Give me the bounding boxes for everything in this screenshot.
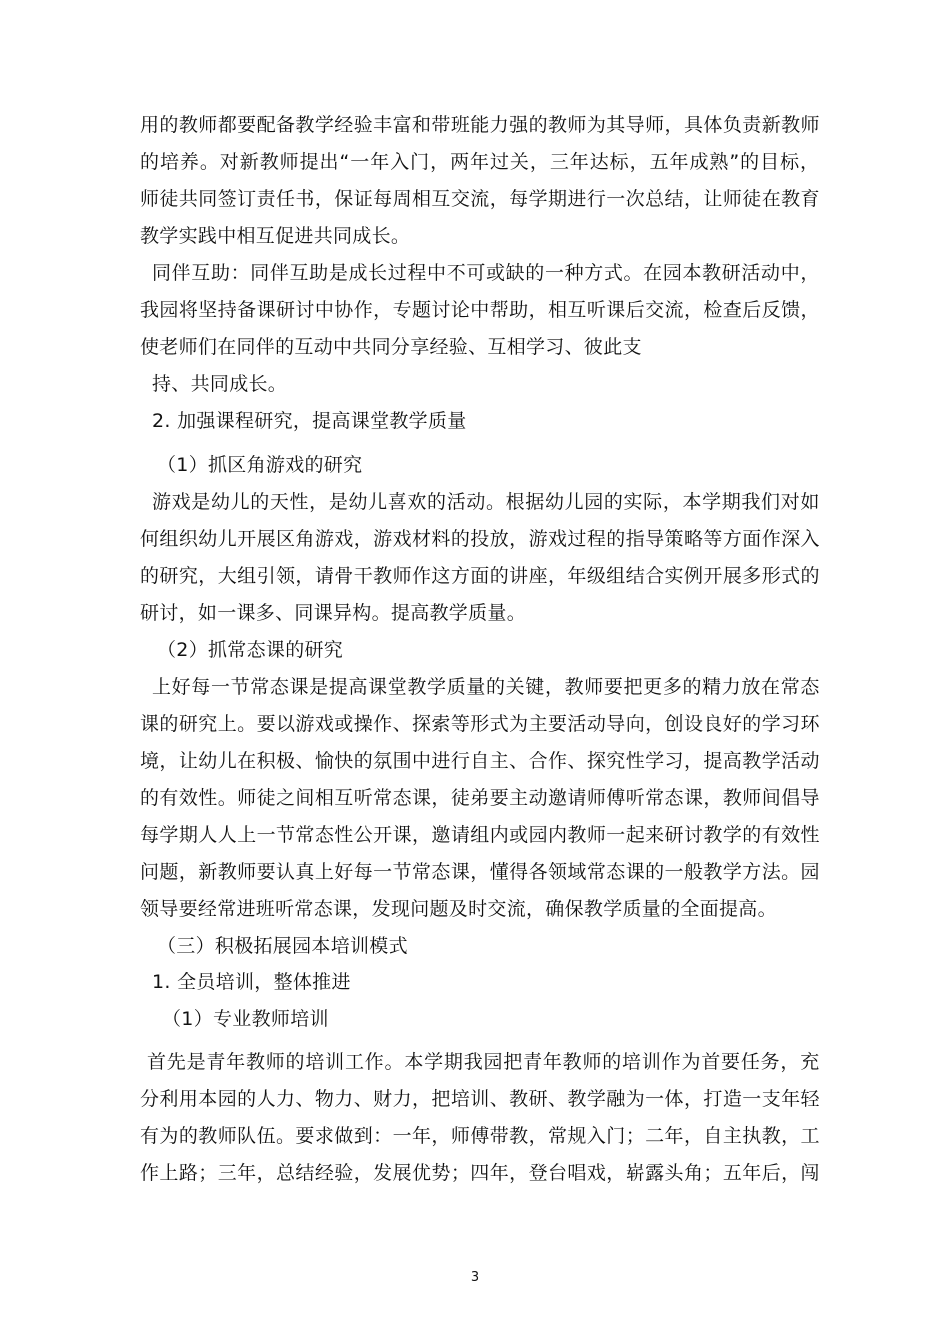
text-line: 境，让幼儿在积极、愉快的氛围中进行自主、合作、探究性学习，提高教学活动 xyxy=(140,750,820,772)
text-line: 同伴互助：同伴互助是成长过程中不可或缺的一种方式。在园本教研活动中， xyxy=(152,262,820,284)
text-line: 何组织幼儿开展区角游戏，游戏材料的投放，游戏过程的指导策略等方面作深入 xyxy=(140,528,820,550)
text-line: 课的研究上。要以游戏或操作、探索等形式为主要活动导向，创设良好的学习环 xyxy=(140,713,820,735)
text-line: （2）抓常态课的研究 xyxy=(157,639,344,661)
text-line: 师徒共同签订责任书，保证每周相互交流，每学期进行一次总结，让师徒在教育 xyxy=(140,188,820,210)
text-line: 的有效性。师徒之间相互听常态课，徒弟要主动邀请师傅听常态课，教师间倡导 xyxy=(140,787,820,809)
text-line: 我园将坚持备课研讨中协作，专题讨论中帮助，相互听课后交流，检查后反馈， xyxy=(140,299,820,321)
text-line: 有为的教师队伍。要求做到：一年，师傅带教，常规入门；二年，自主执教，工 xyxy=(140,1125,820,1147)
text-line: 的研究，大组引领，请骨干教师作这方面的讲座，年级组结合实例开展多形式的 xyxy=(140,565,820,587)
text-line: 2. 加强课程研究，提高课堂教学质量 xyxy=(152,410,467,432)
text-line: （1）专业教师培训 xyxy=(162,1008,329,1030)
text-line: 上好每一节常态课是提高课堂教学质量的关键，教师要把更多的精力放在常态 xyxy=(152,676,820,698)
text-line: （三）积极拓展园本培训模式 xyxy=(157,935,408,957)
text-line: 游戏是幼儿的天性，是幼儿喜欢的活动。根据幼儿园的实际，本学期我们对如 xyxy=(152,491,820,513)
text-line: 1. 全员培训，整体推进 xyxy=(152,971,351,993)
text-line: 持、共同成长。 xyxy=(152,373,288,395)
text-line: 作上路；三年，总结经验，发展优势；四年，登台唱戏，崭露头角；五年后，闯 xyxy=(140,1162,820,1184)
text-line: 问题，新教师要认真上好每一节常态课，懂得各领域常态课的一般教学方法。园 xyxy=(140,861,820,883)
text-line: 教学实践中相互促进共同成长。 xyxy=(140,225,411,247)
text-line: 领导要经常进班听常态课，发现问题及时交流，确保教学质量的全面提高。 xyxy=(140,898,777,920)
text-line: 研讨，如一课多、同课异构。提高教学质量。 xyxy=(140,602,527,624)
text-line: 分利用本园的人力、物力、财力，把培训、教研、教学融为一体，打造一支年轻 xyxy=(140,1088,820,1110)
text-line: 使老师们在同伴的互动中共同分享经验、互相学习、彼此支 xyxy=(140,336,642,358)
text-line: 用的教师都要配备教学经验丰富和带班能力强的教师为其导师，具体负责新教师 xyxy=(140,114,820,136)
text-line: 首先是青年教师的培训工作。本学期我园把青年教师的培训作为首要任务，充 xyxy=(147,1051,820,1073)
text-line: 每学期人人上一节常态性公开课，邀请组内或园内教师一起来研讨教学的有效性 xyxy=(140,824,820,846)
page-number: 3 xyxy=(470,1270,480,1285)
text-line: 的培养。对新教师提出“一年入门，两年过关，三年达标，五年成熟”的目标， xyxy=(140,151,820,173)
text-line: （1）抓区角游戏的研究 xyxy=(157,454,363,476)
